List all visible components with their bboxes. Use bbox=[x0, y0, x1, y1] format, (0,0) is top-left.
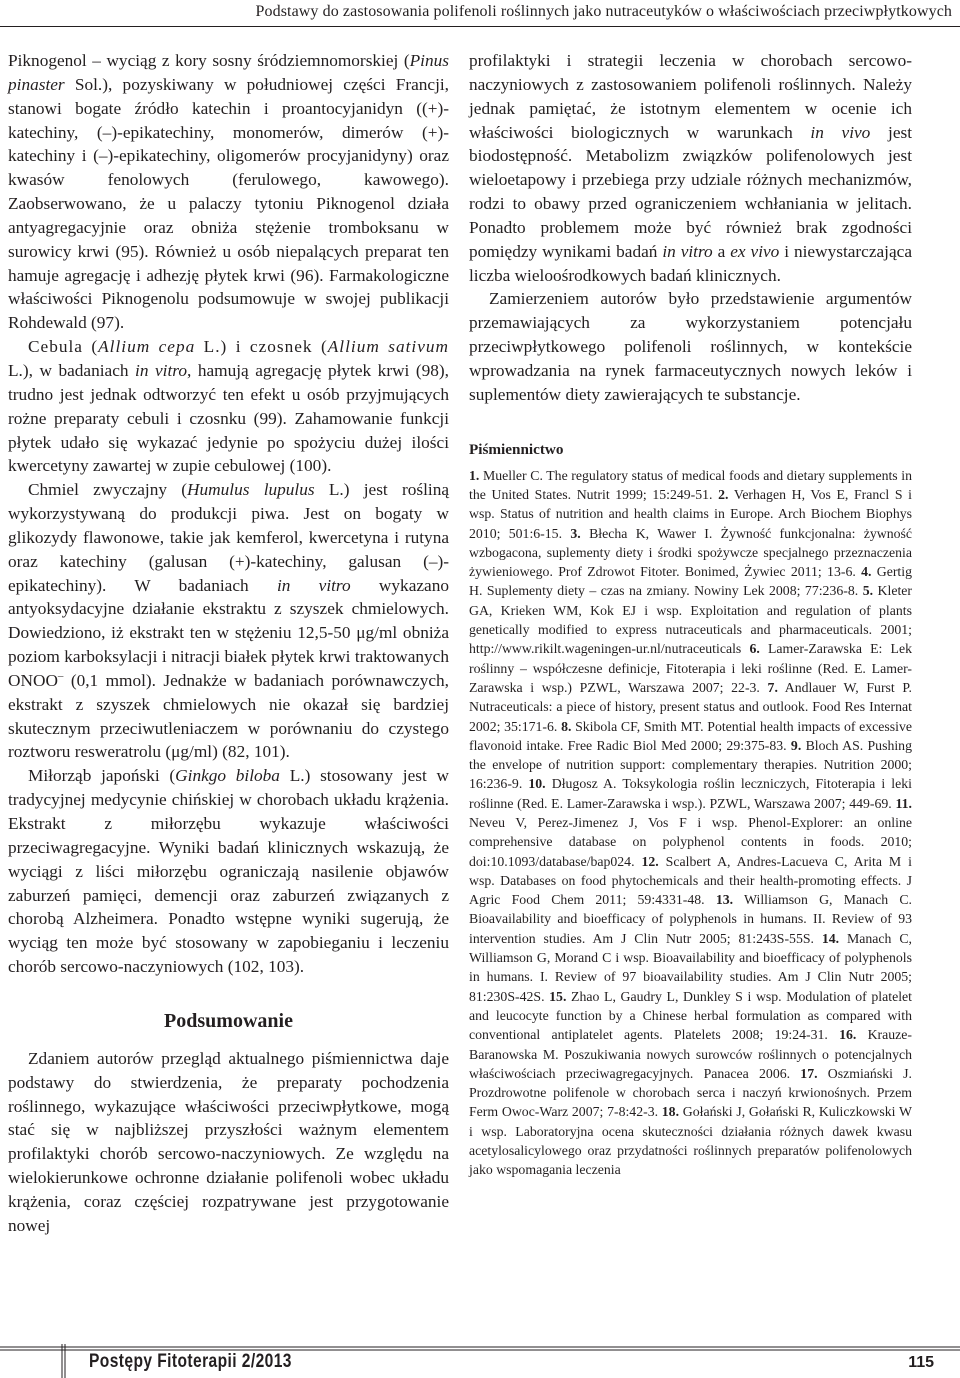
left-column bbox=[8, 49, 449, 1238]
reference-text: Oszmiański J. Prozdrowotne polifenole w chorobach serca i naczyń krwionośnych. Przem Ferm Owoc-Warz 2007; 7-8:42-3. bbox=[469, 1065, 912, 1120]
reference-text: Bloch AS. Pushing the envelope of nutrition support: complementary therapies. Nutrition 2000; 16:236-9. bbox=[469, 737, 912, 792]
running-header: Podstawy do zastosowania polifenoli roślinnych jako nutraceutyków o właściwościach przeciwpłytkowych bbox=[255, 3, 952, 20]
reference-text: Lamer-Zarawska E: Lek roślinny – współczesne definicje, Fitoterapia i leki roślinne (Red. E. Lamer-Zarawska i wsp.) PZWL, Warszawa 2007; 22-3. bbox=[469, 641, 912, 695]
reference-number: 15. bbox=[549, 988, 567, 1004]
pycnogenol-paragraph: Piknogenol – wyciąg z kory sosny śródziemnomorskiej (Pinus pinaster Sol.), pozyskiwany w południowej części Francji, stanowi bogate źródło katechin i proantocyjanidyn ((+)-katechiny, (–)-epikatechiny, monomerów, dimerów (+)-katechiny i (–)-epikatechiny, oligomerów procyjanidyny) oraz kwasów fenolowych (ferulowego, kawowego). Zaobserwowano, że u palaczy tytoniu Piknogenol działa antyagregacyjnie oraz obniża stężenie tromboksanu w surowicy krwi (95). Również u osób niepalących preparat ten hamuje agregację i adhezję płytek krwi (96). Farmakologiczne właściwości Piknogenolu podsumowuje w swojej publikacji Rohdewald (97). bbox=[8, 51, 449, 333]
references-list bbox=[469, 466, 912, 1180]
ginkgo-paragraph: Miłorząb japoński (Ginkgo biloba L.) stosowany jest w tradycyjnej medycynie chińskiej w chorobach układu krążenia. Ekstrakt z miłorzębu wykazuje właściwości przeciwagregacyjne. Wyniki badań klinicznych wskazują, że wyciągi z liści miłorzębu ograniczają nasilenie objawów zaburzeń pamięci, demencji oraz zaburzeń związanych z chorobą Alzheimera. Ponadto wstępne wyniki sugerują, że wyciąg ten może być stosowany w zapobieganiu i leczeniu chorób sercowo-naczyniowych (102, 103). bbox=[8, 766, 450, 977]
header-rule bbox=[0, 26, 960, 27]
reference-number: 12. bbox=[641, 853, 659, 869]
reference-number: 1. bbox=[469, 467, 480, 483]
summary-heading: Podsumowanie bbox=[164, 1009, 293, 1032]
summary-continued-paragraph: profilaktyki i strategii leczenia w chorobach sercowo-naczyniowych z zastosowaniem polifenoli roślinnych. Należy jednak pamiętać, że istotnym elementem w ocenie ich właściwości biologicznych w warunkach in vivo jest biodostępność. Metabolizm związków polifenolowych jest wieloetapowy i przebiega przy udziale różnych mechanizmów, rodzi to obawy przed ograniczeniem wchłaniania w jelitach. Ponadto problemem może być również brak zgodności pomiędzy wynikami badań in vitro a ex vivo i niewystarczająca liczba wieloośrodkowych badań klinicznych. bbox=[469, 51, 913, 285]
reference-text: Kleter GA, Krieken WM, Kok EJ i wsp. Exploitation and regulation of plants genetically modified to express nutraceuticals and pharmaceuticals. 2001; http://www.rikilt.wageningen-ur.nl/nutraceuticals bbox=[469, 583, 913, 657]
reference-text: Gołański J, Gołański R, Kuliczkowski W i wsp. Laboratoryjna ocena skuteczności działania różnych dawek kwasu acetylosalicylowego oraz przydatności roślinnych preparatów polifenolowych jako wspomagania leczenia bbox=[469, 1104, 912, 1178]
reference-text: Neveu V, Perez-Jimenez J, Vos F i wsp. Phenol-Explorer: an online comprehensive database on polyphenol contents in foods. 2010; doi:10.1093/database/bap024. bbox=[469, 815, 912, 869]
journal-name: Postępy Fitoterapii 2/2013 bbox=[89, 1351, 292, 1372]
reference-text: Verhagen H, Vos E, Francl S i wsp. Status of nutrition and health claims in Europe. Arch Biochem Biophys 2010; 501:6-15. bbox=[469, 486, 912, 541]
reference-number: 7. bbox=[767, 679, 778, 695]
aim-paragraph: Zamierzeniem autorów było przedstawienie argumentów przemawiających za wykorzystaniem potencjału przeciwpłytkowego polifenoli roślinnych, w kontekście wprowadzania na rynek farmaceutycznych nowych leków i suplementów diety zawierających te substancje. bbox=[469, 289, 912, 404]
reference-number: 2. bbox=[718, 486, 729, 502]
reference-number: 17. bbox=[800, 1065, 818, 1081]
reference-number: 13. bbox=[715, 892, 734, 908]
reference-text: Skibola CF, Smith MT. Potential health impacts of excessive flavonoid intake. Free Radic Biol Med 2000; 29:375-83. bbox=[469, 718, 913, 753]
reference-number: 9. bbox=[790, 737, 802, 753]
reference-number: 11. bbox=[895, 795, 912, 811]
onion-garlic-paragraph: Cebula (Allium cepa L.) i czosnek (Allium sativum L.), w badaniach in vitro, hamują agregację płytek krwi (98), trudno jest jednak odtworzyć ten efekt u osób przyjmujących rożne preparaty cebuli i czosnku (99). Zahamowanie funkcji płytek udało się wykazać jedynie po spożyciu dużej ilości kwercetyny zawartej w zupie cebulowej (100). bbox=[8, 337, 449, 476]
reference-number: 18. bbox=[661, 1104, 680, 1120]
reference-number: 10. bbox=[528, 776, 546, 792]
reference-number: 8. bbox=[561, 718, 572, 734]
references-heading: Piśmiennictwo bbox=[469, 440, 564, 458]
reference-text: Williamson G, Manach C. Bioavailability and bioefficacy of polyphenols in humans. II. Review of 93 intervention studies. Am J Clin Nutr 2005; 81:243S-55S. bbox=[469, 892, 913, 946]
reference-number: 6. bbox=[749, 641, 760, 657]
reference-item bbox=[469, 776, 912, 810]
reference-text: Scalbert A, Andres-Lacueva C, Arita M i wsp. Databases on food phytochemicals and their health-promoting effects. J Agric Food Chem 2011; 59:4331-48. bbox=[469, 853, 912, 908]
reference-number: 16. bbox=[839, 1027, 857, 1043]
reference-text: Krauze-Baranowska M. Poszukiwania nowych surowców roślinnych o potencjalnych właściwościach przeciwagregacyjnych. Panacea 2006. bbox=[469, 1027, 912, 1081]
reference-text: Andlauer W, Furst P. Nutraceuticals: a piece of history, present status and outlook. Food Res Internat 2002; 35:171-6. bbox=[469, 679, 912, 734]
reference-number: 5. bbox=[862, 583, 874, 599]
reference-text: Długosz A. Toksykologia roślin leczniczych, Fitoterapia i leki roślinne (Red. E. Lamer-Zarawska i wsp.). PZWL, Warszawa 2007; 449-69. bbox=[469, 776, 912, 811]
reference-number: 4. bbox=[861, 564, 872, 580]
reference-text: Mueller C. The regulatory status of medical foods and dietary supplements in the United States. Nutrit 1999; 15:249-51. bbox=[469, 467, 912, 502]
reference-text: Gertig H. Suplementy diety – czas na zmiany. Nowiny Lek 2008; 77:236-8. bbox=[469, 564, 912, 599]
reference-number: 3. bbox=[570, 525, 581, 541]
hops-paragraph: Chmiel zwyczajny (Humulus lupulus L.) jest rośliną wykorzystywaną do produkcji piwa. Jest on bogaty w glikozydy flawonowe, takie jak kemferol, kwercetyna i rutyna oraz katechiny (galusan (+)-katechiny, galusan (–)-epikatechiny). W badaniach in vitro wykazano antyoksydacyjne działanie ekstraktu z szyszek chmielowych. Dowiedziono, iż ekstrakt ten w stężeniu 12,5-50 μg/ml obniża poziom karboksylacji i nitracji białek płytek krwi traktowanych ONOO– (0,1 mmol). Jednakże w badaniach porównawczych, ekstrakt z szyszek chmielowych nie okazał się bardziej skutecznym przeciwutleniaczem w porównaniu do czystego roztworu resweratrolu (μg/ml) (82, 101). bbox=[8, 480, 450, 762]
page-number: 115 bbox=[908, 1354, 934, 1371]
reference-number: 14. bbox=[821, 930, 840, 946]
reference-text: Błecha K, Wawer I. Żywność funkcjonalna: żywność wzbogacona, suplementy diety i środki spożywcze specjalnego przeznaczenia żywieniowego. Prof Zdrowot Fitoter. Bonimed, Żywiec 2011; 13-6. bbox=[469, 525, 913, 580]
reference-text: Zhao L, Gaudry L, Dunkley S i wsp. Modulation of platelet and leucocyte function by a Chinese herbal formulation as compared with conventional antiplatelet agents. Platelets 2008; 19:24-31. bbox=[469, 988, 912, 1043]
reference-text: Manach C, Williamson G, Morand C i wsp. Bioavailability and bioefficacy of polyphenols in humans. I. Review of 97 bioavailability studies. Am J Clin Nutr 2005; 81:230S-42S. bbox=[469, 930, 912, 1004]
summary-paragraph: Zdaniem autorów przegląd aktualnego piśmiennictwa daje podstawy do stwierdzenia, że preparaty pochodzenia roślinnego, wykazujące właściwości przeciwpłytkowe, mogą stać się w najbliższej przyszłości ważnym elementem profilaktyki chorób sercowo-naczyniowych. Ze względu na wielokierunkowe ochronne działanie polifenoli wobec układu krążenia, coraz częściej rozpatrywane jest przygotowanie nowej bbox=[8, 1048, 449, 1235]
right-column bbox=[469, 49, 912, 1180]
